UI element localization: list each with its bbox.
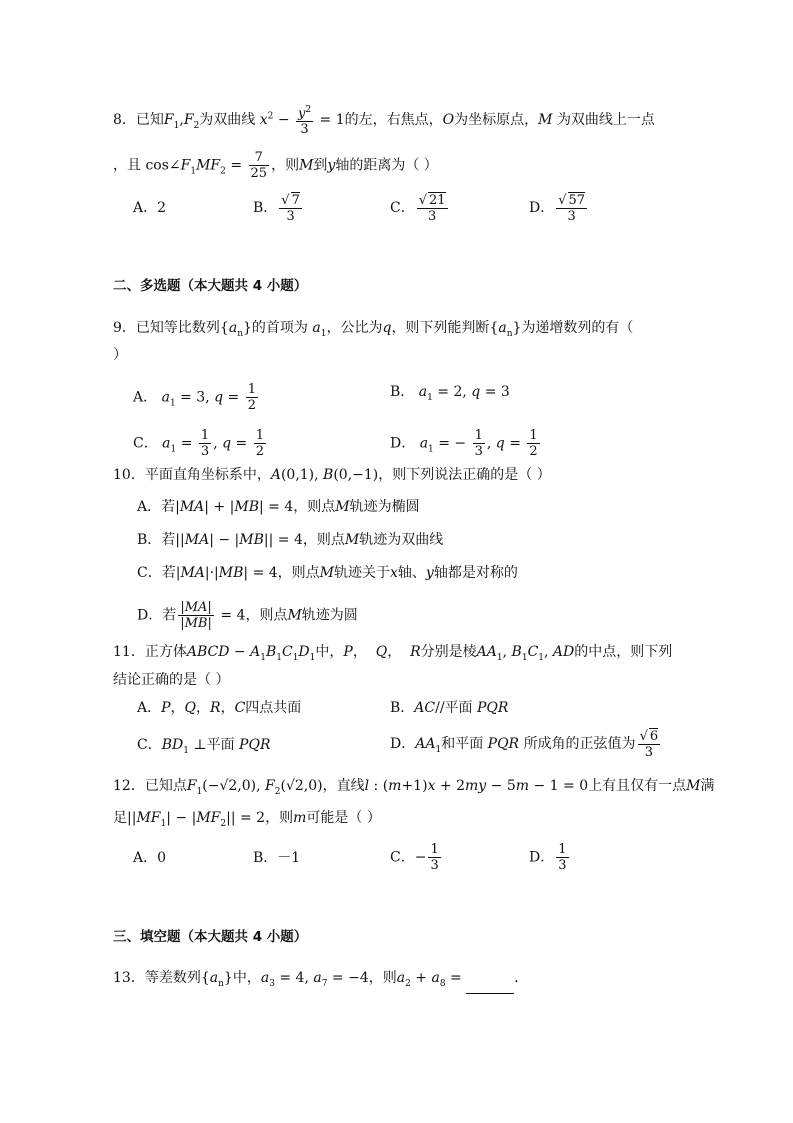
q8-option-b[interactable]: B． $\frac{√ 7}{3}$ <box>253 193 300 224</box>
q10-option-d[interactable]: D．若 $\frac{|MA|}{|MB|}$ = 4，则点M轨迹为圆 <box>137 600 358 631</box>
q12-option-b[interactable]: B．－1 <box>253 850 301 866</box>
fraction: $\frac{7}{25}$ <box>250 150 268 181</box>
q11-stem-line2: 结论正确的是（ ） <box>113 672 230 688</box>
q10-option-a[interactable]: A．若|MA| + |MB| = 4，则点M轨迹为椭圆 <box>137 499 420 515</box>
q12-stem-line2: 足$||MF_1| - |MF_2|| = 2$，则m可能是（ ） <box>113 810 381 829</box>
q11-option-a[interactable]: A．P，Q，R，C四点共面 <box>137 700 302 716</box>
q10-option-b[interactable]: B．若||MA| − |MB|| = 4，则点M轨迹为双曲线 <box>137 532 444 548</box>
fraction: $\frac{1}{3}$ <box>474 428 483 459</box>
fraction: $\frac{1}{2}$ <box>529 428 538 459</box>
q12-option-d[interactable]: D． $\frac{1}{3}$ <box>529 842 567 873</box>
fraction: $\frac{|MA|}{|MB|}$ <box>180 600 212 631</box>
q8-stem-line2: ，且 $\cos\angle F_1MF_2$ = $\frac{7}{25}$ ，则M到y轴的距离为（ ） <box>113 150 438 181</box>
q11-option-d[interactable]: D．$AA_1$和平面 PQR 所成角的正弦值为 $\frac{√ 6}{3}$ <box>390 729 659 760</box>
q9-option-a[interactable]: A． $a_1 = 3$, q = $\frac{1}{2}$ <box>133 382 257 413</box>
q8-option-c[interactable]: C． $\frac{√ 21}{3}$ <box>390 193 446 224</box>
fraction: $\frac{√ 21}{3}$ <box>418 193 446 224</box>
q8-option-d[interactable]: D． $\frac{√ 57}{3}$ <box>529 193 586 224</box>
fraction: $\frac{1}{2}$ <box>247 382 257 413</box>
q10-option-c[interactable]: C．若|MA|·|MB| = 4，则点M轨迹关于x轴、y轴都是对称的 <box>137 565 518 581</box>
q12-stem-line1: 12．已知点$F_1(-√2,0)$, $F_2(√2,0)$，直线l : (m+1)x + 2my − 5m − 1 = 0上有且仅有一点M满 <box>113 778 715 797</box>
fraction: $\frac{√ 6}{3}$ <box>639 729 659 760</box>
q12-option-a[interactable]: A．0 <box>133 850 167 866</box>
q9-option-b[interactable]: B． $a_1 = 2$, q = 3 <box>390 384 510 403</box>
q12-option-c[interactable]: C．− $\frac{1}{3}$ <box>390 842 439 873</box>
q9-option-d[interactable]: D． $a_1$ = − $\frac{1}{3}$ , q = $\frac{1}{2}$ <box>390 428 538 459</box>
q11-option-c[interactable]: C．$BD_1$ ⊥平面 PQR <box>137 737 271 756</box>
q8-option-a[interactable]: A．2 <box>133 200 167 216</box>
q9-stem-line1: 9．已知等比数列$\{a_n\}$的首项为 $a_1$，公比为q，则下列能判断$\{a_n\}$为递增数列的有（ <box>113 320 634 339</box>
fraction: $\frac{1}{3}$ <box>200 428 210 459</box>
q11-option-b[interactable]: B．AC//平面 PQR <box>390 700 509 716</box>
fraction: $\frac{y^2}{3}$ <box>298 105 312 138</box>
q9-stem-line2: ） <box>113 347 127 363</box>
section-heading-fill-in: 三、填空题（本大题共 4 小题） <box>113 929 308 945</box>
fraction: $\frac{1}{3}$ <box>558 842 567 873</box>
q11-stem-line1: 11．正方体ABCD − $A_1B_1C_1D_1$中，P， Q， R分别是棱$AA_1$, $B_1C_1$, AD的中点，则下列 <box>113 644 673 663</box>
q8-stem-line1: 8．已知$F_1,F_2$为双曲线 $x^2$ − $\frac{y^2}{3}$ = 1的左，右焦点，O为坐标原点，M 为双曲线上一点 <box>113 105 655 138</box>
fraction: $\frac{√ 57}{3}$ <box>558 193 586 224</box>
fraction: $\frac{1}{2}$ <box>255 428 264 459</box>
section-heading-multiple-choice: 二、多选题（本大题共 4 小题） <box>113 278 308 294</box>
answer-blank[interactable] <box>466 979 514 994</box>
fraction: $\frac{1}{3}$ <box>430 842 439 873</box>
q10-stem: 10．平面直角坐标系中，A(0,1), B(0,−1)，则下列说法正确的是（ ） <box>113 467 551 483</box>
q9-option-c[interactable]: C． $a_1$ = $\frac{1}{3}$ , q = $\frac{1}{2}$ <box>133 428 264 459</box>
fraction: $\frac{√ 7}{3}$ <box>281 193 300 224</box>
q13-stem: 13．等差数列$\{a_n\}$中，$a_3 = 4$, $a_7 = -4$，则$a_2 + a_8$ = ． <box>113 968 528 994</box>
